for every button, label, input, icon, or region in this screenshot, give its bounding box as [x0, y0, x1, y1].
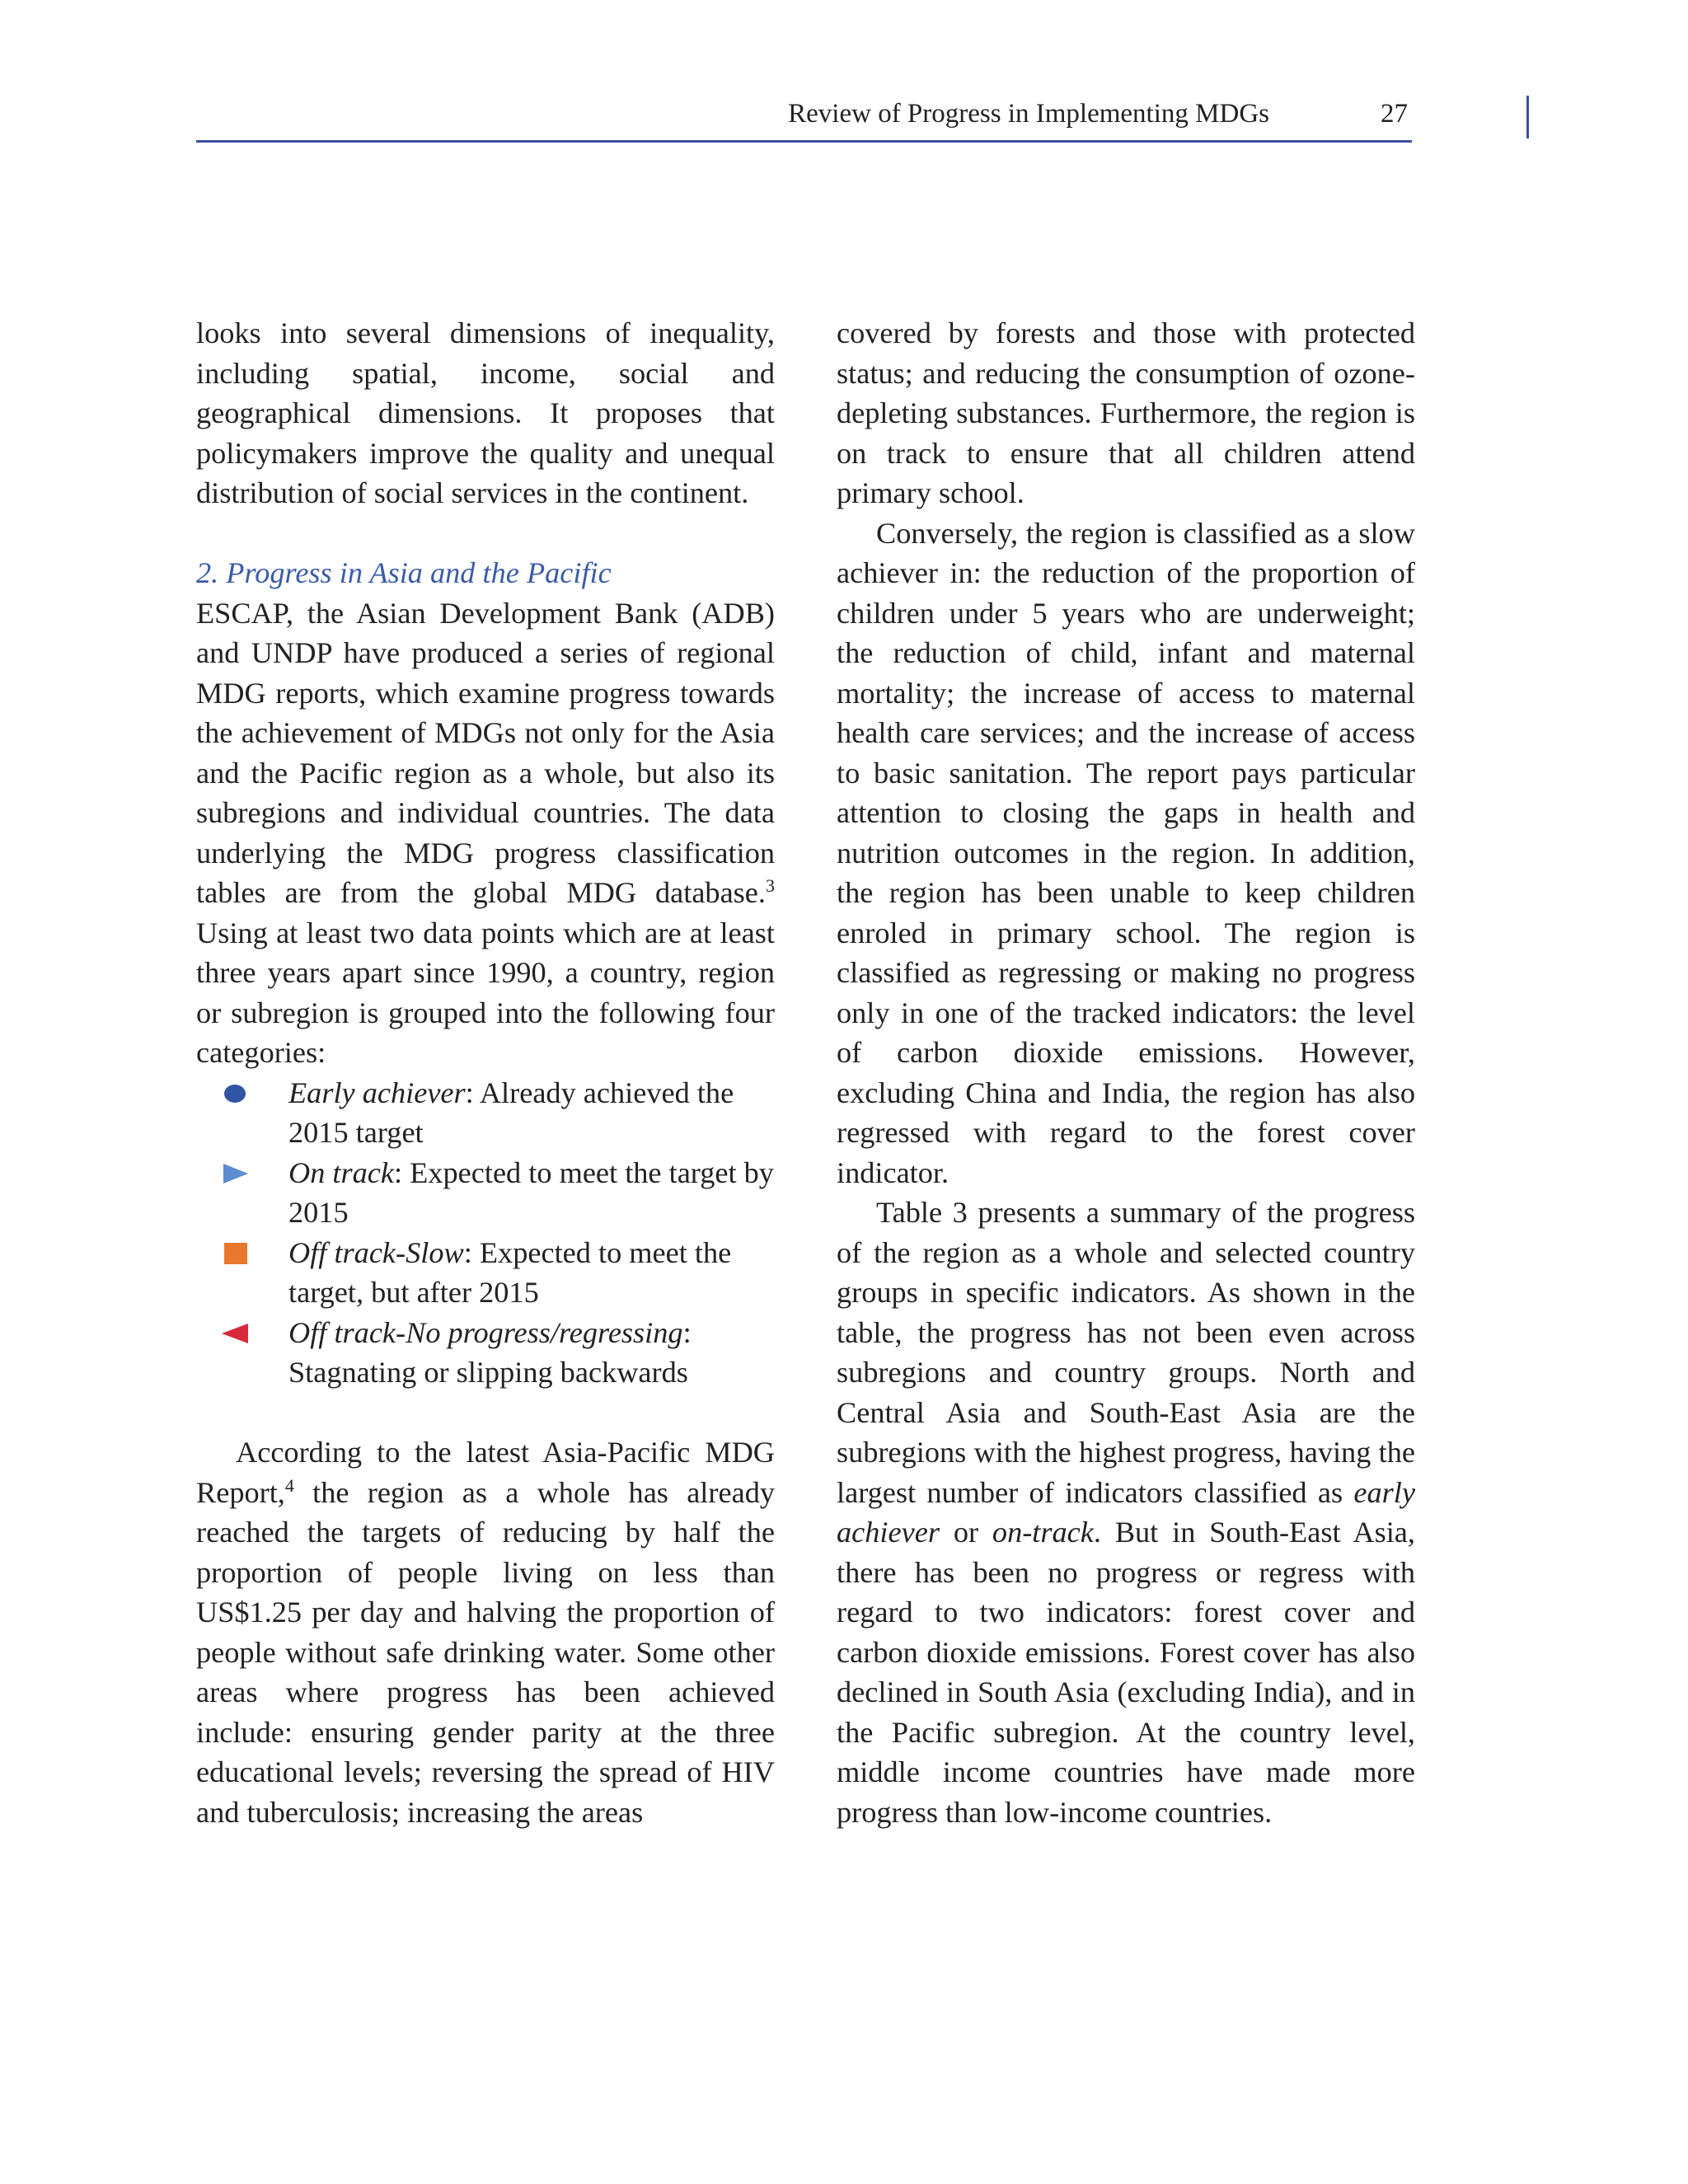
running-title: Review of Progress in Implementing MDGs [788, 99, 1269, 129]
paragraph: Conversely, the region is classified as a slow achiever in: the reduction of the proportion of children under 5 years who are underweight; the reduction of child, infant and maternal mortality; the increase of access to maternal health care services; and the increase of access to basic sanitation. The report pays particular attention to closing the gaps in health and nutrition outcomes in the region. In addition, the region has been unable to keep children enroled in primary school. The region is classified as regressing or making no progress only in one of the tracked indicators: the level of carbon dioxide emissions. However, excluding China and India, the region has also regressed with regard to the forest cover indicator. [837, 516, 1415, 1189]
legend-label: On track [288, 1155, 395, 1189]
triangle-right-icon [221, 1163, 249, 1184]
paragraph: According to the latest Asia-Pacific MDG Report,$^4$ the region as a whole has already reached the targets of reducing by half the proportion of people living on less than US$1.25 per day and halving the proportion of people without safe drinking water. Some other areas where progress has been achieved include: ensuring gender parity at the three educational levels; reversing the spread of HIV and tuberculosis; increasing the areas [196, 1436, 775, 1829]
legend-item: On track: Expected to meet the target by 2015 [196, 1153, 775, 1233]
legend-label: Off track-Slow [288, 1235, 464, 1269]
triangle-left-icon [221, 1323, 249, 1344]
paragraph: covered by forests and those with protected status; and reducing the consumption of ozone-depleting substances. Furthermore, the region is on track to ensure that all children attend primary school. [837, 316, 1415, 509]
progress-legend [196, 1073, 775, 1393]
legend-label: Off track-No progress/regressing [288, 1315, 683, 1349]
footnote-ref[interactable]: 4 [284, 1474, 294, 1496]
right-column [837, 313, 1415, 1832]
paragraph: Table 3 presents a summary of the progress of the region as a whole and selected country groups in specific indicators. As shown in the table, the progress has not been even across subregions and country groups. North and Central Asia and South-East Asia are the subregions with the highest progress, having the largest number of indicators classified as early achiever or on-track. But in South-East Asia, there has been no progress or regress with regard to two indicators: forest cover and carbon dioxide emissions. Forest cover has also declined in South Asia (excluding India), and in the Pacific subregion. At the country level, middle income countries have made more progress than low-income countries. [837, 1196, 1415, 1829]
header-divider [1526, 96, 1529, 138]
section-heading: 2. Progress in Asia and the Pacific [196, 556, 612, 589]
legend-label: Early achiever [288, 1076, 466, 1109]
square-icon [221, 1243, 249, 1264]
left-column [196, 313, 775, 1832]
legend-item: Off track-No progress/regressing: Stagnating or slipping backwards [196, 1313, 775, 1393]
paragraph: ESCAP, the Asian Development Bank (ADB) and UNDP have produced a series of regional MDG reports, which examine progress towards the achievement of MDGs not only for the Asia and the Pacific region as a whole, but also its subregions and individual countries. The data underlying the MDG progress classification tables are from the global MDG database.$^3$ Using at least two data points which are at least three years apart since 1990, a country, region or subregion is grouped into the following four categories: [196, 596, 775, 1069]
page-header [196, 92, 1412, 143]
paragraph: looks into several dimensions of inequality, including spatial, income, social and geographical dimensions. It proposes that policymakers improve the quality and unequal distribution of social services in the continent. [196, 316, 775, 509]
legend-item: Off track-Slow: Expected to meet the target, but after 2015 [196, 1233, 775, 1313]
footnote-ref[interactable]: 3 [766, 874, 775, 896]
legend-item: Early achiever: Already achieved the 2015 target [196, 1073, 775, 1153]
circle-icon [221, 1083, 249, 1104]
page-number: 27 [1381, 99, 1408, 129]
